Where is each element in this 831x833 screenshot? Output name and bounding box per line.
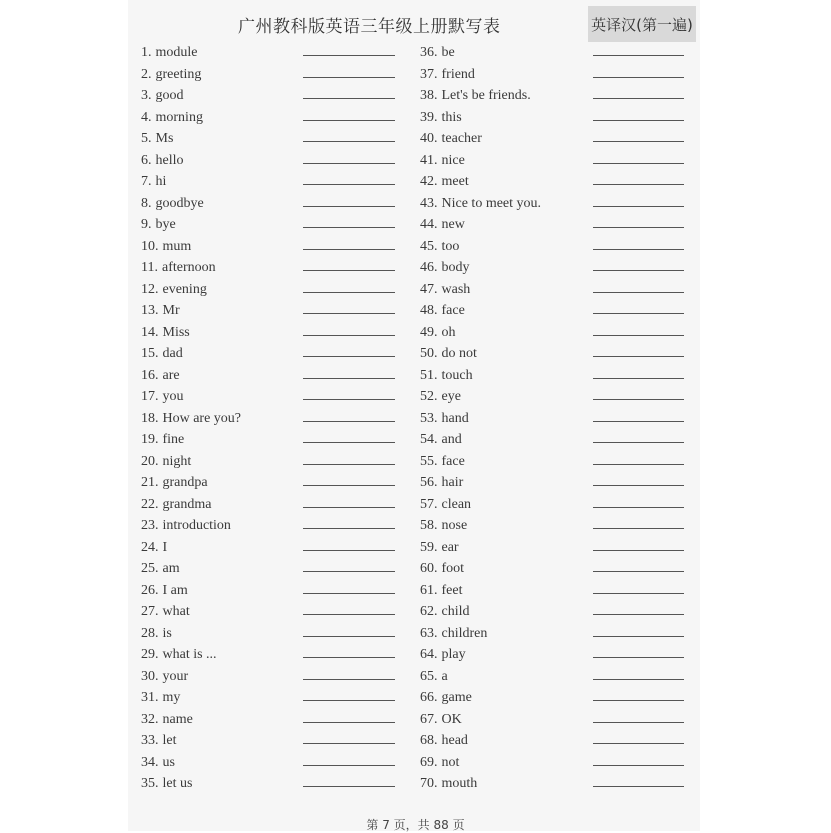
vocab-word: touch: [441, 367, 473, 383]
item-number: 42.: [420, 174, 438, 189]
answer-blank-line: [303, 722, 395, 723]
answer-blank-line: [303, 141, 395, 142]
word-row: [141, 214, 241, 236]
answer-blank-line: [303, 55, 395, 56]
word-row: [141, 236, 241, 258]
answer-blank-line: [303, 614, 395, 615]
item-number: 64.: [420, 647, 438, 662]
word-row: [420, 537, 541, 559]
item-number: 69.: [420, 754, 438, 770]
answer-blank-line: [593, 163, 684, 164]
item-number: 30.: [141, 668, 159, 684]
vocab-word: hello: [155, 152, 184, 168]
word-row: [141, 580, 241, 602]
item-number: 47.: [420, 281, 438, 297]
answer-blank-line: [593, 657, 684, 658]
right-word-list: [420, 42, 541, 795]
vocab-word: my: [162, 690, 181, 705]
item-number: 16.: [141, 367, 159, 383]
answer-blank-line: [593, 550, 684, 551]
vocab-word: us: [162, 754, 175, 770]
vocab-word: grandma: [162, 496, 212, 512]
vocab-word: Mr: [162, 303, 180, 318]
item-number: 32.: [141, 711, 159, 727]
vocab-word: hand: [441, 410, 469, 426]
vocab-word: How are you?: [162, 410, 242, 426]
word-row: [141, 494, 241, 516]
answer-blank-line: [303, 249, 395, 250]
word-row: [420, 322, 541, 344]
vocab-word: greeting: [155, 66, 202, 82]
word-row: [141, 429, 241, 451]
item-number: 6.: [141, 152, 152, 168]
vocab-word: friend: [441, 66, 475, 82]
section-badge: 英译汉(第一遍): [588, 6, 696, 42]
word-row: [141, 687, 241, 709]
answer-blank-line: [303, 636, 395, 637]
answer-blank-line: [593, 313, 684, 314]
word-row: [141, 752, 241, 774]
item-number: 5.: [141, 131, 152, 146]
vocab-word: module: [155, 45, 198, 60]
item-number: 49.: [420, 324, 438, 340]
word-row: [420, 408, 541, 430]
word-row: [420, 472, 541, 494]
word-row: [420, 515, 541, 537]
answer-blank-line: [593, 614, 684, 615]
item-number: 33.: [141, 733, 159, 748]
word-row: [420, 64, 541, 86]
vocab-word: clean: [441, 496, 472, 512]
item-number: 38.: [420, 88, 438, 103]
answer-blank-line: [593, 485, 684, 486]
item-number: 21.: [141, 475, 159, 490]
answer-blank-line: [303, 335, 395, 336]
word-row: [420, 257, 541, 279]
vocab-word: children: [441, 625, 488, 641]
vocab-word: head: [441, 733, 468, 748]
answer-blank-line: [303, 593, 395, 594]
item-number: 11.: [141, 260, 158, 275]
vocab-word: fine: [162, 432, 185, 447]
answer-blank-line: [303, 657, 395, 658]
page-footer: 第 7 页，共 88 页: [366, 818, 465, 832]
item-number: 1.: [141, 45, 152, 60]
item-number: 65.: [420, 668, 438, 684]
vocab-word: mum: [162, 238, 192, 254]
word-row: [141, 472, 241, 494]
word-row: [141, 537, 241, 559]
answer-blank-line: [593, 399, 684, 400]
vocab-word: nice: [441, 152, 465, 168]
vocab-word: child: [441, 604, 470, 619]
word-row: [141, 386, 241, 408]
vocab-word: Let's be friends.: [441, 88, 531, 103]
answer-blank-line: [303, 77, 395, 78]
word-row: [420, 193, 541, 215]
vocab-word: what: [162, 604, 190, 619]
item-number: 60.: [420, 561, 438, 576]
vocab-word: is: [162, 625, 172, 641]
vocab-word: good: [155, 88, 184, 103]
item-number: 18.: [141, 410, 159, 426]
item-number: 14.: [141, 324, 159, 340]
item-number: 4.: [141, 109, 152, 125]
item-number: 23.: [141, 518, 159, 533]
item-number: 59.: [420, 539, 438, 555]
word-row: [420, 709, 541, 731]
word-row: [141, 623, 241, 645]
word-row: [141, 85, 241, 107]
vocab-word: too: [441, 238, 460, 254]
answer-blank-line: [303, 270, 395, 271]
vocab-word: ear: [441, 539, 459, 555]
item-number: 17.: [141, 389, 159, 404]
item-number: 31.: [141, 690, 159, 705]
item-number: 48.: [420, 303, 438, 318]
item-number: 36.: [420, 45, 438, 60]
vocab-word: a: [441, 668, 448, 684]
vocab-word: evening: [162, 281, 207, 297]
item-number: 25.: [141, 561, 159, 576]
vocab-word: I am: [162, 582, 188, 598]
vocab-word: wash: [441, 281, 471, 297]
answer-blank-line: [303, 700, 395, 701]
vocab-word: you: [162, 389, 184, 404]
word-row: [420, 214, 541, 236]
word-row: [141, 666, 241, 688]
item-number: 67.: [420, 711, 438, 727]
item-number: 19.: [141, 432, 159, 447]
item-number: 44.: [420, 217, 438, 232]
vocab-word: morning: [155, 109, 203, 125]
word-row: [420, 687, 541, 709]
word-row: [141, 42, 241, 64]
item-number: 62.: [420, 604, 438, 619]
answer-blank-line: [303, 313, 395, 314]
vocab-word: Ms: [155, 131, 174, 146]
answer-blank-line: [593, 356, 684, 357]
word-row: [141, 365, 241, 387]
vocab-word: introduction: [162, 518, 231, 533]
answer-blank-line: [303, 550, 395, 551]
word-row: [420, 580, 541, 602]
word-row: [420, 279, 541, 301]
answer-blank-line: [593, 292, 684, 293]
vocab-word: eye: [441, 389, 461, 404]
item-number: 43.: [420, 195, 438, 211]
vocab-word: hair: [441, 475, 464, 490]
answer-blank-line: [593, 141, 684, 142]
item-number: 8.: [141, 195, 152, 211]
vocab-word: game: [441, 690, 472, 705]
answer-blank-line: [593, 636, 684, 637]
answer-blank-line: [303, 163, 395, 164]
answer-blank-line: [593, 98, 684, 99]
answer-blank-line: [593, 507, 684, 508]
item-number: 3.: [141, 88, 152, 103]
item-number: 56.: [420, 475, 438, 490]
answer-blank-line: [593, 227, 684, 228]
vocab-word: I: [162, 539, 168, 555]
word-row: [141, 730, 241, 752]
vocab-word: bye: [155, 217, 176, 232]
item-number: 10.: [141, 238, 159, 254]
item-number: 20.: [141, 453, 159, 469]
item-number: 63.: [420, 625, 438, 641]
item-number: 61.: [420, 582, 438, 598]
answer-blank-line: [593, 421, 684, 422]
answer-blank-line: [303, 442, 395, 443]
item-number: 27.: [141, 604, 159, 619]
item-number: 66.: [420, 690, 438, 705]
item-number: 28.: [141, 625, 159, 641]
word-row: [141, 451, 241, 473]
item-number: 70.: [420, 776, 438, 791]
item-number: 54.: [420, 432, 438, 447]
vocab-word: foot: [441, 561, 465, 576]
item-number: 51.: [420, 367, 438, 383]
answer-blank-line: [303, 485, 395, 486]
item-number: 2.: [141, 66, 152, 82]
word-row: [420, 666, 541, 688]
vocab-word: be: [441, 45, 455, 60]
answer-blank-line: [303, 464, 395, 465]
word-row: [420, 730, 541, 752]
item-number: 34.: [141, 754, 159, 770]
answer-blank-line: [303, 292, 395, 293]
left-word-list: [141, 42, 241, 795]
vocab-word: what is ...: [162, 647, 217, 662]
answer-blank-line: [593, 55, 684, 56]
vocab-word: mouth: [441, 776, 478, 791]
vocab-word: are: [162, 367, 180, 383]
answer-blank-line: [593, 464, 684, 465]
word-row: [141, 279, 241, 301]
answer-blank-line: [303, 206, 395, 207]
word-row: [141, 171, 241, 193]
item-number: 35.: [141, 776, 159, 791]
item-number: 24.: [141, 539, 159, 555]
answer-blank-line: [303, 571, 395, 572]
word-row: [420, 644, 541, 666]
vocab-word: not: [441, 754, 460, 770]
answer-blank-line: [593, 206, 684, 207]
vocab-word: Miss: [162, 324, 190, 340]
item-number: 57.: [420, 496, 438, 512]
vocab-word: face: [441, 453, 465, 469]
word-row: [141, 709, 241, 731]
word-row: [141, 300, 241, 322]
answer-blank-line: [593, 722, 684, 723]
vocab-word: nose: [441, 518, 468, 533]
answer-blank-line: [303, 378, 395, 379]
item-number: 7.: [141, 174, 152, 189]
answer-blank-line: [593, 593, 684, 594]
item-number: 13.: [141, 303, 159, 318]
word-row: [141, 601, 241, 623]
answer-blank-line: [593, 335, 684, 336]
answer-blank-line: [593, 679, 684, 680]
answer-blank-line: [303, 120, 395, 121]
word-row: [141, 343, 241, 365]
answer-blank-line: [593, 743, 684, 744]
word-row: [420, 773, 541, 795]
vocab-word: afternoon: [161, 260, 216, 275]
word-row: [141, 408, 241, 430]
vocab-word: grandpa: [162, 475, 208, 490]
word-row: [141, 257, 241, 279]
item-number: 15.: [141, 346, 159, 361]
word-row: [420, 107, 541, 129]
word-row: [141, 128, 241, 150]
word-row: [420, 494, 541, 516]
item-number: 46.: [420, 260, 438, 275]
vocab-word: this: [441, 109, 462, 125]
word-row: [141, 64, 241, 86]
answer-blank-line: [593, 528, 684, 529]
vocab-word: new: [441, 217, 465, 232]
word-row: [141, 773, 241, 795]
item-number: 39.: [420, 109, 438, 125]
vocab-word: face: [441, 303, 465, 318]
word-row: [141, 322, 241, 344]
item-number: 68.: [420, 733, 438, 748]
answer-blank-line: [593, 184, 684, 185]
word-row: [420, 42, 541, 64]
answer-blank-line: [303, 786, 395, 787]
answer-blank-line: [593, 249, 684, 250]
word-row: [420, 752, 541, 774]
word-row: [420, 300, 541, 322]
vocab-word: night: [162, 453, 192, 469]
word-row: [420, 365, 541, 387]
word-row: [420, 343, 541, 365]
vocab-word: dad: [162, 346, 183, 361]
answer-blank-line: [593, 77, 684, 78]
answer-blank-line: [303, 507, 395, 508]
word-row: [420, 128, 541, 150]
item-number: 29.: [141, 647, 159, 662]
word-row: [420, 558, 541, 580]
vocab-word: feet: [441, 582, 463, 598]
word-row: [420, 85, 541, 107]
item-number: 9.: [141, 217, 152, 232]
vocab-word: Nice to meet you.: [441, 195, 542, 211]
vocab-word: name: [162, 711, 193, 727]
answer-blank-line: [593, 378, 684, 379]
word-row: [141, 515, 241, 537]
vocab-word: oh: [441, 324, 456, 340]
answer-blank-line: [593, 786, 684, 787]
answer-blank-line: [303, 765, 395, 766]
vocab-word: teacher: [441, 131, 482, 146]
item-number: 52.: [420, 389, 438, 404]
page-title: 广州教科版英语三年级上册默写表: [238, 17, 501, 37]
word-row: [420, 601, 541, 623]
vocab-word: play: [441, 647, 466, 662]
answer-blank-line: [303, 399, 395, 400]
item-number: 22.: [141, 496, 159, 512]
vocab-word: your: [162, 668, 189, 684]
answer-blank-line: [593, 571, 684, 572]
item-number: 41.: [420, 152, 438, 168]
answer-blank-line: [303, 98, 395, 99]
item-number: 12.: [141, 281, 159, 297]
vocab-word: body: [441, 260, 470, 275]
answer-blank-line: [593, 700, 684, 701]
item-number: 37.: [420, 66, 438, 82]
item-number: 50.: [420, 346, 438, 361]
vocab-word: let us: [162, 776, 193, 791]
answer-blank-line: [303, 679, 395, 680]
answer-blank-line: [593, 442, 684, 443]
word-row: [141, 644, 241, 666]
answer-blank-line: [593, 270, 684, 271]
answer-blank-line: [303, 356, 395, 357]
word-row: [420, 623, 541, 645]
answer-blank-line: [593, 120, 684, 121]
word-row: [420, 236, 541, 258]
answer-blank-line: [303, 227, 395, 228]
word-row: [141, 193, 241, 215]
item-number: 53.: [420, 410, 438, 426]
vocab-word: meet: [441, 174, 469, 189]
vocab-word: goodbye: [155, 195, 204, 211]
word-row: [141, 107, 241, 129]
answer-blank-line: [303, 743, 395, 744]
item-number: 40.: [420, 131, 438, 146]
vocab-word: OK: [441, 711, 462, 727]
vocab-word: and: [441, 432, 462, 447]
vocab-word: am: [162, 561, 180, 576]
item-number: 45.: [420, 238, 438, 254]
word-row: [420, 150, 541, 172]
word-row: [141, 558, 241, 580]
answer-blank-line: [303, 421, 395, 422]
word-row: [420, 171, 541, 193]
vocab-word: do not: [441, 346, 477, 361]
item-number: 26.: [141, 582, 159, 598]
word-row: [141, 150, 241, 172]
answer-blank-line: [303, 184, 395, 185]
vocab-word: hi: [155, 174, 167, 189]
word-row: [420, 451, 541, 473]
answer-blank-line: [593, 765, 684, 766]
answer-blank-line: [303, 528, 395, 529]
item-number: 55.: [420, 453, 438, 469]
word-row: [420, 386, 541, 408]
vocab-word: let: [162, 733, 177, 748]
item-number: 58.: [420, 518, 438, 533]
word-row: [420, 429, 541, 451]
